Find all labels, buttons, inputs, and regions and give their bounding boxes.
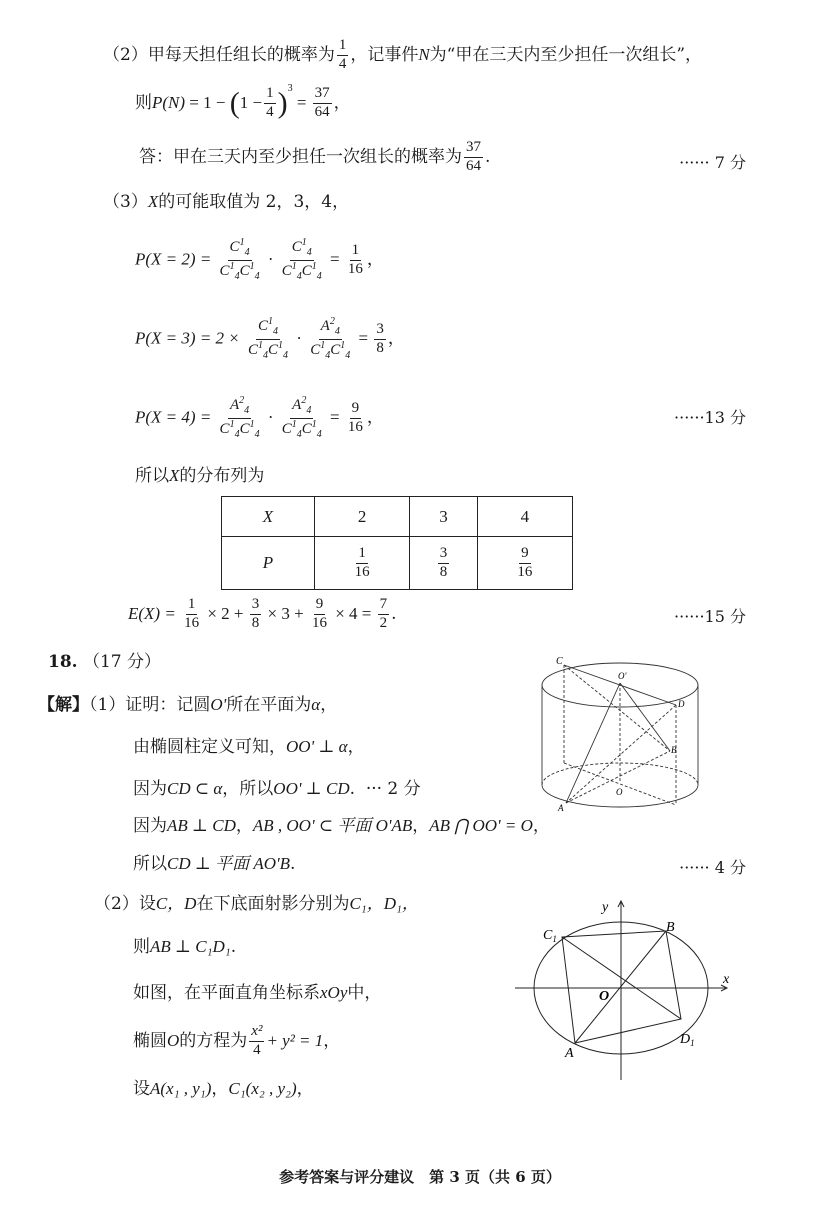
eq-px4: P(X = 4) = $\frac{A^2_4}{C^1_4C^1_4}$ · $\frac{A^2_4}{C^1_4C^1_4}$ = $\frac{9}{16}$ ， xyxy=(135,395,384,440)
q18-line4: 因为AB ⊥ CD，AB , OO' ⊂ 平面 O'AB，AB ⋂ OO' = O， xyxy=(133,816,550,836)
q18-s2-line3: 如图，在平面直角坐标系xOy中， xyxy=(133,983,382,1003)
label-B: B xyxy=(671,745,677,755)
page-footer: 参考答案与评分建议 第 3 页（共 6 页） xyxy=(279,1168,561,1186)
label-O: O xyxy=(599,989,610,1004)
q18-s2-line1: （2）设C，D在下底面射影分别为C₁，D₁， xyxy=(94,894,419,914)
q18-heading: 18. （17 分） xyxy=(48,652,162,672)
label-C: C xyxy=(556,656,563,667)
score-15: ······15 分 xyxy=(674,607,746,626)
distribution-table xyxy=(221,496,573,590)
label-C1: $C_1$ xyxy=(543,928,557,944)
table-header-cell: 4 xyxy=(477,497,572,537)
label-B: B xyxy=(666,920,675,935)
score-13: ······13 分 xyxy=(674,408,746,427)
part2-line1: （2）甲每天担任组长的概率为 $\frac{1}{4}$ ，记事件N为“甲在三天内至少担任一次组长”， xyxy=(103,37,703,72)
label-O-prime: O' xyxy=(618,671,627,681)
label-D1: $D_1$ xyxy=(680,1032,695,1048)
table-cell: $\frac{1}{16}$ xyxy=(315,537,410,590)
fraction-one-quarter: $\frac{1}{4}$ xyxy=(338,37,347,72)
table-header-cell: 3 xyxy=(410,497,478,537)
table-cell: $\frac{9}{16}$ xyxy=(477,537,572,590)
dist-intro: 所以X的分布列为 xyxy=(135,466,265,486)
elliptic-cylinder-figure xyxy=(530,655,710,820)
q18-s2-line2: 则AB ⊥ C₁D₁. xyxy=(133,937,237,957)
part2-answer: 答：甲在三天内至少担任一次组长的概率为 $\frac{37}{64}$ . xyxy=(139,139,491,174)
label-A: A xyxy=(558,803,564,813)
q18-line3: 因为CD ⊂ α，所以OO' ⊥ CD. ··· 2 分 xyxy=(133,779,421,799)
table-cell: $\frac{3}{8}$ xyxy=(410,537,478,590)
expectation: E(X) = $\frac{1}{16}$ × 2 + $\frac{3}{8}$ × 3 + $\frac{9}{16}$ × 4 = $\frac{7}{2}$ . xyxy=(128,596,397,631)
ellipse-coordinate-figure xyxy=(505,895,755,1085)
q18-line1: 【解】（1）证明：记圆O'所在平面为α， xyxy=(38,695,338,715)
table-row-label: P xyxy=(222,537,315,590)
table-row xyxy=(222,537,573,590)
fraction-37-64: $\frac{37}{64}$ xyxy=(314,85,330,120)
axis-label-y: y xyxy=(602,900,609,915)
part2-line2: 则P(N) = 1 − (1 − $\frac{1}{4}$ )$^3$ = $\frac{37}{64}$ ， xyxy=(135,83,351,120)
label-O: O xyxy=(616,787,623,797)
table-row xyxy=(222,497,573,537)
label-A: A xyxy=(565,1046,574,1061)
q18-s2-line5: 设A(x₁ , y₁)，C₁(x₂ , y₂)， xyxy=(133,1079,314,1099)
part3-intro: （3）X的可能取值为 2，3，4， xyxy=(103,192,350,212)
axis-label-x: x xyxy=(723,972,730,987)
score-7: ······ 7 分 xyxy=(679,153,746,172)
score-2: ··· 2 分 xyxy=(365,779,421,799)
table-header-cell: X xyxy=(222,497,315,537)
q18-s2-line4: 椭圆O的方程为 $\frac{\text{x²}}{4}$ + y² = 1， xyxy=(133,1023,341,1058)
score-4: ······ 4 分 xyxy=(679,858,746,877)
q18-line2: 由椭圆柱定义可知，OO' ⊥ α， xyxy=(133,737,365,757)
label-D: D xyxy=(678,699,685,709)
table-header-cell: 2 xyxy=(315,497,410,537)
q18-line5: 所以CD ⊥ 平面 AO'B. xyxy=(133,854,296,874)
eq-px3: P(X = 3) = 2 × $\frac{C^1_4}{C^1_4C^1_4}$ · $\frac{A^2_4}{C^1_4C^1_4}$ = $\frac{3}{8}$ ， xyxy=(135,316,405,361)
eq-px2: P(X = 2) = $\frac{C^1_4}{C^1_4C^1_4}$ · $\frac{C^1_4}{C^1_4C^1_4}$ = $\frac{1}{16}$ ， xyxy=(135,237,384,282)
